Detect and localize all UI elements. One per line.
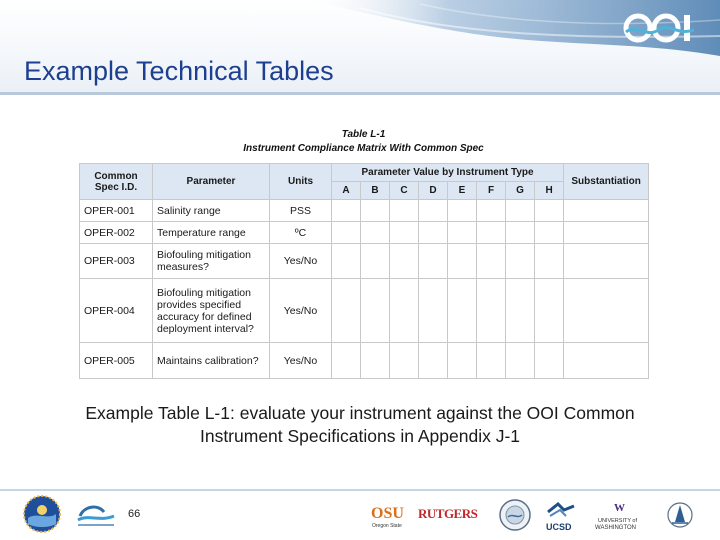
value-cell [448, 343, 477, 379]
table-caption-number: Table L-1 [341, 129, 386, 140]
header-common-spec: Common Spec I.D. [80, 164, 153, 200]
header-type-b: B [361, 182, 390, 200]
value-cell [419, 343, 448, 379]
header-type-g: G [506, 182, 535, 200]
value-cell [332, 244, 361, 279]
units-cell: ºC [270, 222, 332, 244]
value-cell [448, 279, 477, 343]
caption-line-1: Example Table L-1: evaluate your instrument against the OOI Common [85, 403, 635, 423]
value-cell [535, 279, 564, 343]
caption-line-2: Instrument Specifications in Appendix J-1 [199, 426, 521, 446]
table-row [80, 200, 649, 222]
value-cell [390, 244, 419, 279]
units-cell: Yes/No [270, 244, 332, 279]
table-row [80, 244, 649, 279]
value-cell [506, 279, 535, 343]
value-cell [361, 244, 390, 279]
header-type-h: H [535, 182, 564, 200]
value-cell [390, 200, 419, 222]
value-cell [477, 222, 506, 244]
value-cell [419, 200, 448, 222]
value-cell [477, 343, 506, 379]
table-header-row [80, 164, 649, 182]
value-cell [506, 222, 535, 244]
ooi-mark-icon [666, 500, 694, 530]
table-row [80, 279, 649, 343]
value-cell [332, 279, 361, 343]
svg-text:W: W [614, 502, 625, 514]
value-cell [506, 343, 535, 379]
spec-id-cell: OPER-003 [80, 244, 153, 279]
parameter-cell: Biofouling mitigation measures? [153, 244, 270, 279]
value-cell [361, 222, 390, 244]
value-cell [448, 244, 477, 279]
page-number: 66 [128, 508, 141, 520]
osu-logo-text: OSU [371, 505, 404, 522]
header-type-e: E [448, 182, 477, 200]
substantiation-cell [564, 244, 649, 279]
osu-logo-icon [370, 500, 404, 530]
units-cell: PSS [270, 200, 332, 222]
value-cell [361, 279, 390, 343]
header-parameter-value: Parameter Value by Instrument Type [332, 164, 564, 182]
parameter-cell: Temperature range [153, 222, 270, 244]
value-cell [535, 343, 564, 379]
value-cell [448, 222, 477, 244]
value-cell [419, 222, 448, 244]
units-cell: Yes/No [270, 279, 332, 343]
ucsd-logo-text: UCSD [546, 522, 572, 532]
spec-id-cell: OPER-001 [80, 200, 153, 222]
value-cell [535, 244, 564, 279]
value-cell [419, 279, 448, 343]
substantiation-cell [564, 343, 649, 379]
value-cell [477, 279, 506, 343]
uw-logo-text-line2: WASHINGTON [595, 525, 637, 531]
units-cell: Yes/No [270, 343, 332, 379]
value-cell [477, 200, 506, 222]
value-cell [332, 222, 361, 244]
table-row [80, 222, 649, 244]
woods-hole-seal-icon [498, 498, 532, 532]
rutgers-logo-icon: RUTGERS [418, 506, 478, 521]
header-parameter: Parameter [153, 164, 270, 200]
osu-logo-subtext: Oregon State [372, 523, 402, 529]
value-cell [361, 343, 390, 379]
nsf-logo-icon [22, 494, 62, 534]
compliance-matrix-table [79, 163, 649, 379]
header-type-d: D [419, 182, 448, 200]
value-cell [506, 244, 535, 279]
value-cell [419, 244, 448, 279]
value-cell [332, 343, 361, 379]
consortium-ocean-leadership-icon [74, 500, 118, 530]
value-cell [390, 222, 419, 244]
spec-id-cell: OPER-005 [80, 343, 153, 379]
value-cell [390, 343, 419, 379]
table-caption-title: Instrument Compliance Matrix With Common Spec [243, 143, 484, 154]
substantiation-cell [564, 222, 649, 244]
substantiation-cell [564, 279, 649, 343]
spec-id-cell: OPER-002 [80, 222, 153, 244]
ooi-logo-icon [622, 8, 702, 48]
slide-caption [20, 402, 700, 448]
uw-logo-icon [594, 500, 646, 532]
value-cell [390, 279, 419, 343]
value-cell [506, 200, 535, 222]
parameter-cell: Maintains calibration? [153, 343, 270, 379]
parameter-cell: Salinity range [153, 200, 270, 222]
ucsd-logo-icon [544, 500, 578, 532]
title-rule [0, 92, 720, 95]
substantiation-cell [564, 200, 649, 222]
header-type-a: A [332, 182, 361, 200]
header-type-f: F [477, 182, 506, 200]
header-substantiation: Substantiation [564, 164, 649, 200]
value-cell [332, 200, 361, 222]
value-cell [448, 200, 477, 222]
slide-header [0, 0, 720, 92]
header-type-c: C [390, 182, 419, 200]
table-row [80, 343, 649, 379]
parameter-cell: Biofouling mitigation provides specified accuracy for defined deployment interval? [153, 279, 270, 343]
value-cell [535, 200, 564, 222]
value-cell [477, 244, 506, 279]
value-cell [535, 222, 564, 244]
page-title: Example Technical Tables [24, 56, 334, 86]
spec-id-cell: OPER-004 [80, 279, 153, 343]
header-units: Units [270, 164, 332, 200]
value-cell [361, 200, 390, 222]
uw-logo-text-line1: UNIVERSITY of [598, 518, 638, 524]
